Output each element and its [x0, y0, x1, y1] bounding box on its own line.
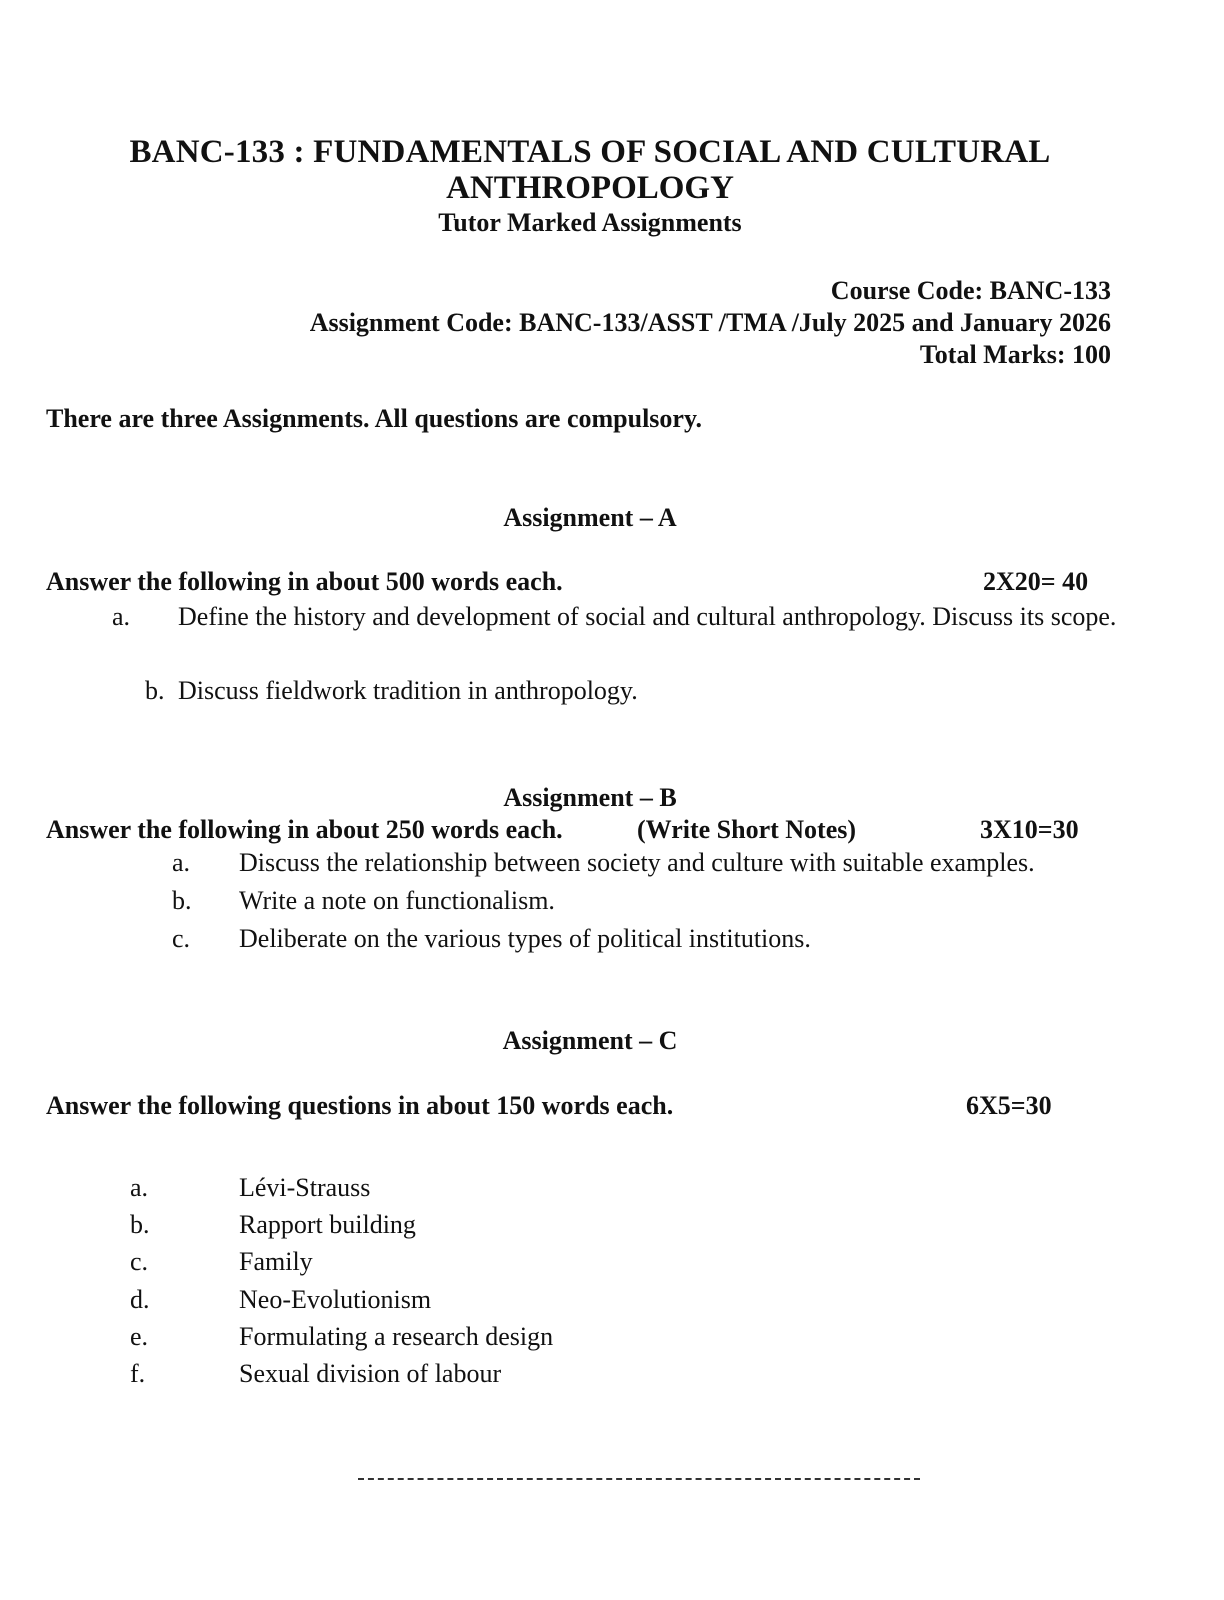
document-subtitle: Tutor Marked Assignments — [438, 208, 742, 237]
assignment-c-question-c-label: c. — [130, 1247, 149, 1276]
general-instructions: There are three Assignments. All questions are compulsory. — [46, 404, 703, 433]
assignment-b-note: (Write Short Notes) — [637, 815, 857, 844]
assignment-c-question-d-text: Neo-Evolutionism — [239, 1285, 432, 1314]
assignment-b-question-c-label: c. — [172, 924, 191, 953]
assignment-c-question-a-text: Lévi-Strauss — [239, 1173, 371, 1202]
assignment-c-question-f-text: Sexual division of labour — [239, 1359, 502, 1388]
assignment-b-question-b-text: Write a note on functionalism. — [239, 886, 555, 915]
assignment-c-question-e-label: e. — [130, 1322, 149, 1351]
assignment-c-question-a-label: a. — [130, 1173, 149, 1202]
assignment-b-question-a-label: a. — [172, 848, 191, 877]
end-divider — [358, 1478, 920, 1480]
assignment-c-instruction: Answer the following questions in about 150 words each. — [46, 1091, 674, 1120]
assignment-c-question-b-text: Rapport building — [239, 1210, 416, 1239]
assignment-a-instruction: Answer the following in about 500 words each. — [46, 567, 563, 596]
assignment-c-heading: Assignment – C — [502, 1026, 678, 1055]
assignment-a-heading: Assignment – A — [503, 503, 677, 532]
document-title: BANC-133 : FUNDAMENTALS OF SOCIAL AND CULTURAL — [129, 134, 1051, 170]
question-text: Define the history and development of social and cultural anthropology. Discuss its scope. — [178, 602, 1117, 631]
assignment-b-heading: Assignment – B — [503, 783, 677, 812]
assignment-a-marks: 2X20= 40 — [983, 567, 1089, 596]
total-marks: Total Marks: 100 — [919, 340, 1111, 369]
document-title-continued: ANTHROPOLOGY — [446, 170, 734, 206]
assignment-c-question-c-text: Family — [239, 1247, 313, 1276]
assignment-c-question-b-label: b. — [130, 1210, 150, 1239]
question-label: a. — [112, 602, 131, 631]
assignment-c-question-e-text: Formulating a research design — [239, 1322, 554, 1351]
course-code: Course Code: BANC-133 — [830, 276, 1111, 305]
assignment-c-question-d-label: d. — [130, 1285, 150, 1314]
question-text: Discuss fieldwork tradition in anthropology. — [178, 676, 638, 705]
assignment-a-question-a — [112, 598, 1188, 636]
assignment-b-question-b-label: b. — [172, 886, 192, 915]
assignment-b-marks: 3X10=30 — [980, 815, 1079, 844]
assignment-c-marks: 6X5=30 — [966, 1091, 1052, 1120]
assignment-b-question-c-text: Deliberate on the various types of political institutions. — [239, 924, 811, 953]
assignment-code: Assignment Code: BANC-133/ASST /TMA /July 2025 and January 2026 — [309, 308, 1111, 337]
assignment-b-instruction: Answer the following in about 250 words each. — [46, 815, 563, 844]
assignment-a-question-b — [145, 676, 638, 706]
question-label: b. — [145, 676, 165, 705]
assignment-b-question-a-text: Discuss the relationship between society and culture with suitable examples. — [239, 848, 1035, 877]
assignment-c-question-f-label: f. — [130, 1359, 146, 1388]
